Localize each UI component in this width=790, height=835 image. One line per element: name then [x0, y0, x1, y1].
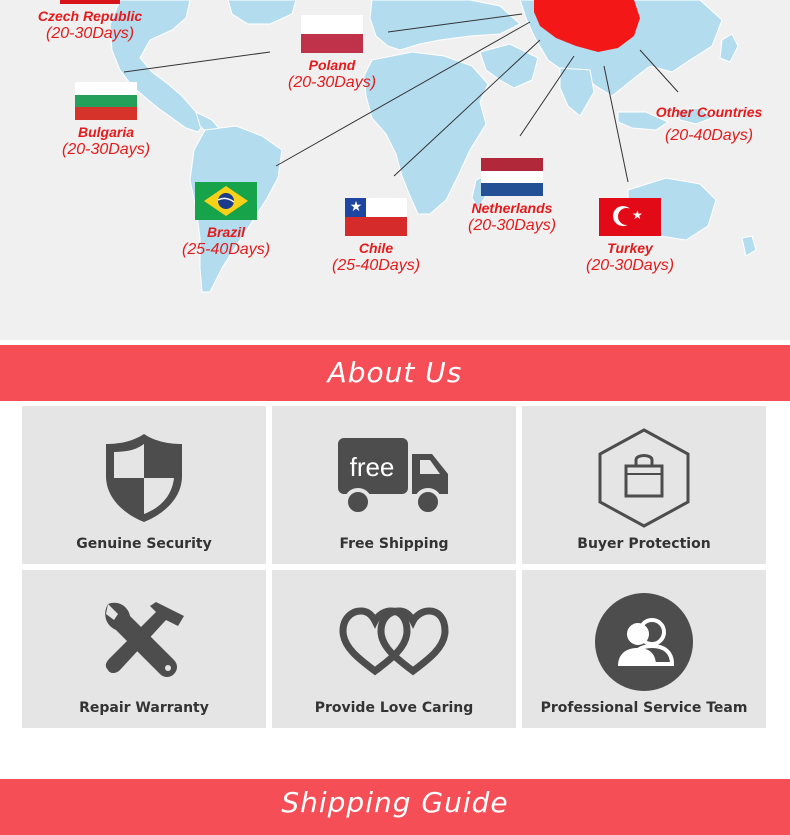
country-turkey — [570, 198, 690, 276]
feature-label: Genuine Security — [76, 536, 212, 552]
tools-icon — [22, 592, 266, 692]
chile-flag-icon: ★ — [345, 198, 407, 236]
world-map — [0, 0, 790, 340]
country-name: Chile — [358, 240, 394, 256]
country-name: Turkey — [607, 240, 653, 256]
czech-flag-icon — [60, 0, 120, 4]
delivery-days: (20-30Days) — [61, 141, 151, 158]
bulgaria-flag-icon — [75, 82, 137, 120]
country-name: Bulgaria — [77, 124, 134, 140]
country-netherlands — [452, 158, 572, 236]
country-name: Poland — [308, 57, 356, 73]
country-name: Other Countries — [655, 104, 763, 120]
shield-icon — [22, 428, 266, 528]
feature-card-buyer-protection — [522, 406, 766, 564]
country-brazil — [164, 182, 288, 260]
delivery-days: (20-30Days) — [287, 74, 377, 91]
delivery-days: (20-30Days) — [45, 25, 135, 42]
delivery-days: (20-30Days) — [467, 217, 557, 234]
feature-card-genuine-security — [22, 406, 266, 564]
shipping-guide-banner: Shipping Guide — [0, 779, 790, 835]
country-bulgaria — [46, 82, 166, 160]
feature-card-free-shipping — [272, 406, 516, 564]
country-czech — [30, 0, 150, 44]
feature-card-love-caring — [272, 570, 516, 728]
delivery-days: (25-40Days) — [331, 257, 421, 274]
poland-flag-icon — [301, 15, 363, 53]
country-name: Brazil — [206, 224, 246, 240]
brazil-flag-icon — [195, 182, 257, 220]
feature-label: Free Shipping — [339, 536, 449, 552]
delivery-days: (20-30Days) — [585, 257, 675, 274]
truck-icon — [272, 428, 516, 528]
feature-label: Repair Warranty — [79, 700, 209, 716]
feature-card-repair-warranty — [22, 570, 266, 728]
delivery-days: (20-40Days) — [664, 127, 754, 144]
truck-free-text: free — [349, 452, 395, 482]
turkey-flag-icon: ★ — [599, 198, 661, 236]
team-icon — [522, 592, 766, 692]
country-name: Netherlands — [471, 200, 553, 216]
netherlands-flag-icon — [481, 158, 543, 196]
shopping-bag-icon — [522, 428, 766, 528]
about-us-banner: About Us — [0, 345, 790, 401]
feature-label: Professional Service Team — [540, 700, 748, 716]
shipping-map — [0, 0, 790, 340]
feature-card-service-team — [522, 570, 766, 728]
feature-label: Provide Love Caring — [314, 700, 474, 716]
hearts-icon — [272, 592, 516, 692]
country-other — [644, 104, 774, 146]
delivery-days: (25-40Days) — [181, 241, 271, 258]
country-chile — [316, 198, 436, 276]
country-poland — [272, 15, 392, 93]
feature-label: Buyer Protection — [577, 536, 711, 552]
country-name: Czech Republic — [37, 8, 143, 24]
